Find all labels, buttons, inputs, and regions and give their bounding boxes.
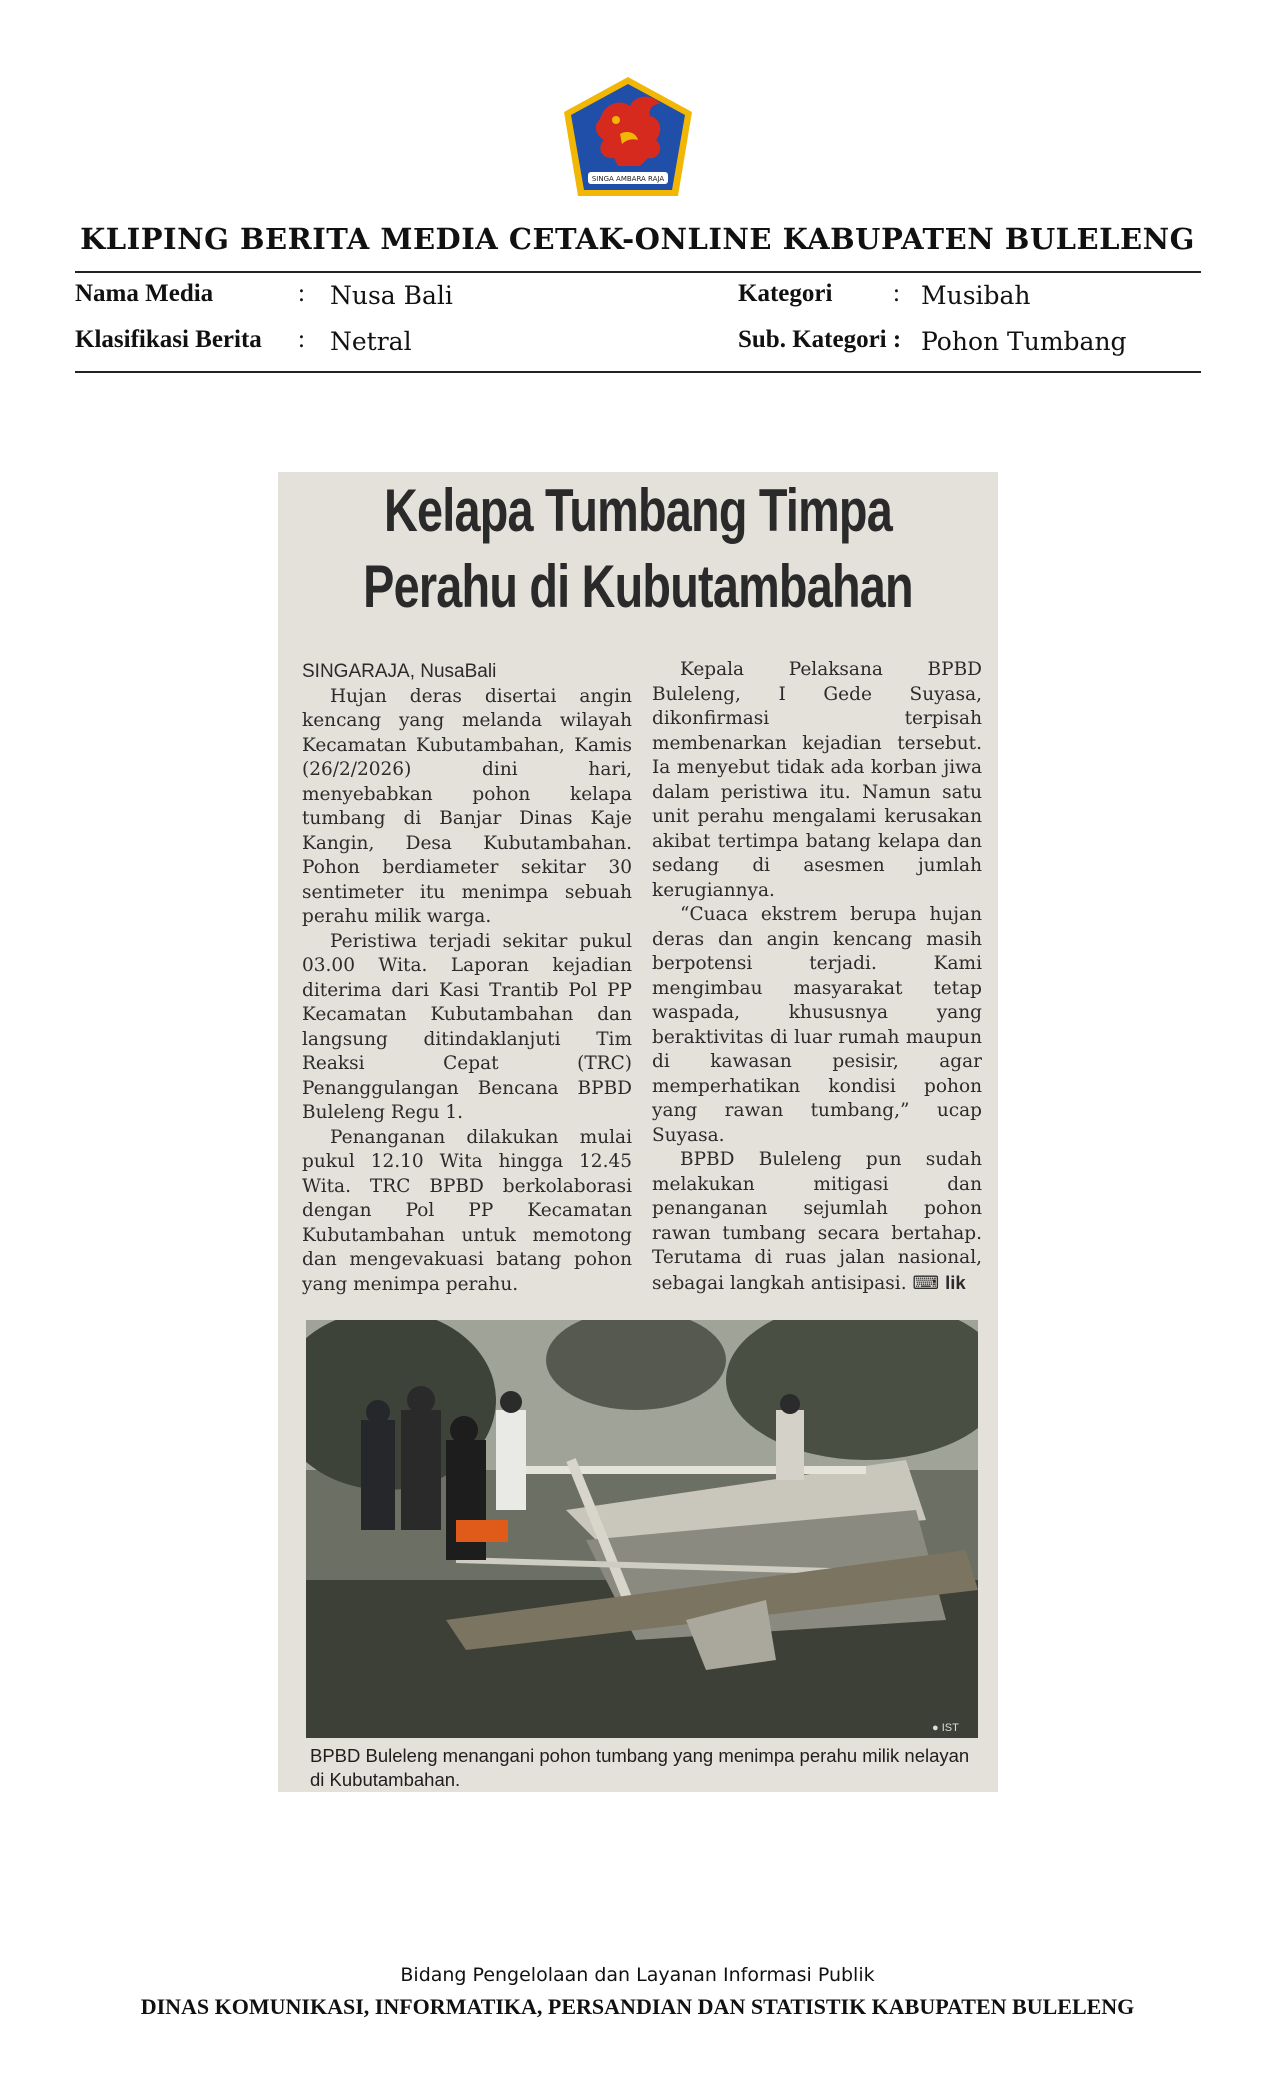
photo-credit: ● IST (932, 1722, 959, 1734)
sub-kategori-value: Pohon Tumbang (921, 327, 1127, 356)
headline-line-1: Kelapa Tumbang Timpa (384, 477, 892, 544)
kategori-value: Musibah (921, 281, 1031, 310)
top-divider (75, 271, 1201, 273)
article-column-left (302, 660, 632, 1297)
article-column-right (652, 658, 982, 1296)
dateline: SINGARAJA, NusaBali (302, 661, 497, 682)
buleleng-logo (560, 74, 696, 200)
keyboard-icon: ⌨ (912, 1272, 940, 1294)
footer-agency: DINAS KOMUNIKASI, INFORMATIKA, PERSANDIAN DAN STATISTIK KABUPATEN BULELENG (140, 1994, 1135, 2019)
photo-caption: BPBD Buleleng menangani pohon tumbang yang menimpa perahu milik nelayan di Kubutambahan. (310, 1745, 970, 1790)
sub-kategori-label: Sub. Kategori : (738, 326, 902, 353)
page-title: KLIPING BERITA MEDIA CETAK-ONLINE KABUPATEN BULELENG (80, 222, 1195, 256)
colon-separator: : (298, 280, 305, 307)
kategori-label: Kategori (738, 280, 833, 307)
nama-media-label: Nama Media (75, 280, 214, 307)
paragraph-6-text: BPBD Buleleng pun sudah melakukan mitigasi dan penanganan sejumlah pohon rawan tumbang secara bertahap. Terutama di ruas jalan nasional, sebagai langkah antisipasi. (652, 1149, 982, 1294)
paragraph-2: Peristiwa terjadi sekitar pukul 03.00 Wita. Laporan kejadian diterima dari Kasi Trantib Pol PP Kecamatan Kubutambahan dan langsung ditindaklanjuti Tim Reaksi Cepat (TRC) Penanggulangan Bencana BPBD Buleleng Regu 1. (302, 930, 632, 1123)
news-photo (306, 1320, 978, 1738)
byline: lik (945, 1271, 966, 1293)
news-clipping (278, 472, 998, 1792)
paragraph-4: Kepala Pelaksana BPBD Buleleng, I Gede Suyasa, dikonfirmasi terpisah membenarkan kejadian tersebut. Ia menyebut tidak ada korban jiwa dalam peristiwa itu. Namun satu unit perahu mengalami kerusakan akibat tertimpa batang kelapa dan sedang di asesmen jumlah kerugiannya. (652, 659, 982, 901)
colon-separator: : (298, 326, 305, 353)
nama-media-value: Nusa Bali (330, 281, 453, 310)
logo-text: SINGA AMBARA RAJA (591, 175, 665, 183)
headline-line-2: Perahu di Kubutambahan (363, 553, 913, 620)
paragraph-6 (652, 1148, 982, 1296)
klasifikasi-label: Klasifikasi Berita (75, 326, 262, 353)
paragraph-1: Hujan deras disertai angin kencang yang melanda wilayah Kecamatan Kubutambahan, Kamis (26/2/2026) dini hari, menyebabkan pohon kelapa tumbang di Banjar Dinas Kaje Kangin, Desa Kubutambahan. Pohon berdiameter sekitar 30 sentimeter itu menimpa sebuah perahu milik warga. (302, 685, 632, 927)
klasifikasi-value: Netral (330, 327, 412, 356)
colon-separator: : (893, 280, 900, 307)
paragraph-3: Penanganan dilakukan mulai pukul 12.10 Wita hingga 12.45 Wita. TRC BPBD berkolaborasi dengan Pol PP Kecamatan Kubutambahan untuk memotong dan mengevakuasi batang pohon yang menimpa perahu. (302, 1126, 632, 1295)
paragraph-5: “Cuaca ekstrem berupa hujan deras dan angin kencang masih berpotensi terjadi. Kami mengimbau masyarakat tetap waspada, khususnya yang beraktivitas di luar rumah maupun di kawasan pesisir, agar memperhatikan kondisi pohon yang rawan tumbang,” ucap Suyasa. (652, 904, 982, 1146)
footer-division: Bidang Pengelolaan dan Layanan Informasi Publik (400, 1964, 875, 1986)
bottom-divider (75, 371, 1201, 373)
